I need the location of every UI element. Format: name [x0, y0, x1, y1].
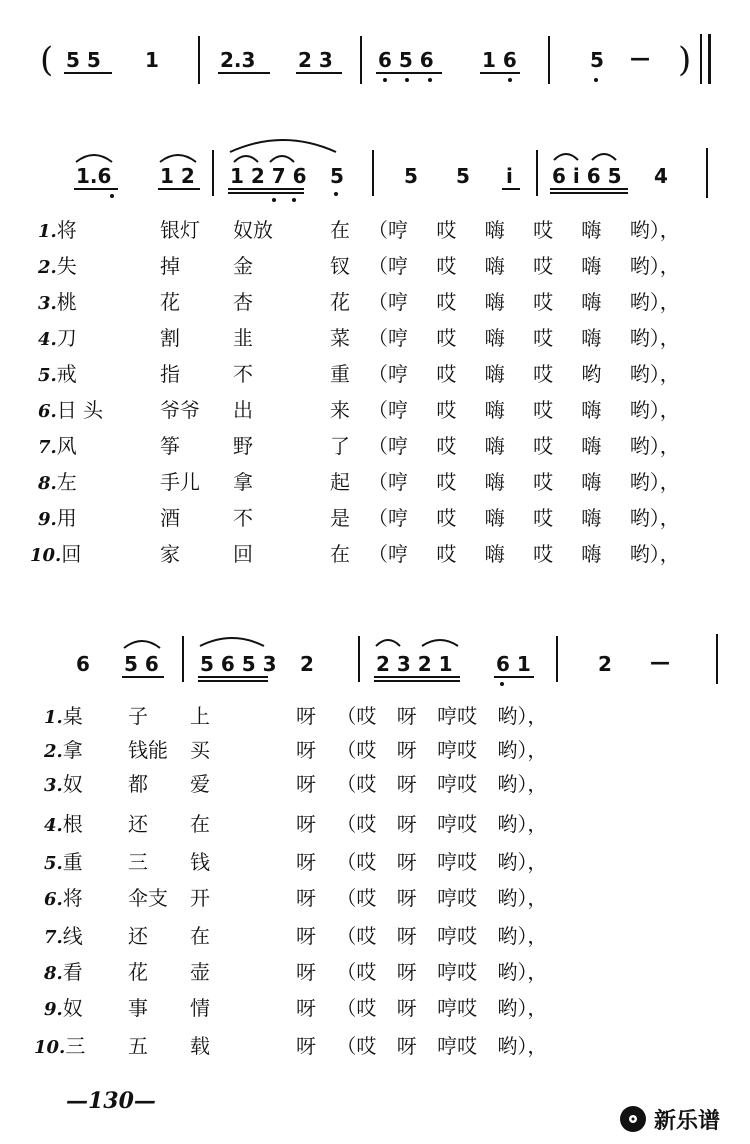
verse-word: 重 — [330, 362, 350, 386]
verse-word: 子 — [128, 704, 148, 728]
note: 6 — [76, 652, 90, 676]
page-number: —130— — [66, 1088, 156, 1114]
verse-row: 4.根 — [44, 812, 83, 836]
underline — [198, 676, 268, 678]
verse-word: 事 — [128, 996, 148, 1020]
low-dot — [292, 198, 296, 202]
verse-row: 3.桃 — [38, 290, 77, 314]
underline — [374, 680, 460, 682]
underline — [296, 72, 342, 74]
underline — [494, 676, 534, 678]
slur — [122, 636, 162, 650]
refrain: （哼 哎 嗨 哎 嗨 哟）， — [368, 398, 680, 422]
verse-word: 起 — [330, 470, 350, 494]
note: 5 — [404, 164, 418, 188]
low-dot — [334, 192, 338, 196]
verse-word: 情 — [190, 996, 210, 1020]
dash: — — [650, 650, 670, 674]
verse-word: 在 — [330, 218, 350, 242]
barline — [556, 636, 558, 682]
paren-close: ) — [678, 40, 692, 80]
verse-row: 2.拿 — [44, 738, 83, 762]
refrain: 呀 （哎 呀 哼哎 哟）， — [296, 812, 548, 836]
verse-word: 筝 — [160, 434, 180, 458]
low-dot — [405, 78, 409, 82]
verse-word: 还 — [128, 924, 148, 948]
note: 2 — [300, 652, 314, 676]
verse-word: 了 — [330, 434, 350, 458]
underline — [158, 188, 200, 190]
note-group: 6 5 6 — [378, 48, 434, 72]
barline — [198, 36, 200, 84]
verse-word: 杏 — [233, 290, 253, 314]
verse-word: 花 — [330, 290, 350, 314]
verse-row: 1.将 — [38, 218, 77, 242]
note: 1 — [145, 48, 159, 72]
verse-word: 还 — [128, 812, 148, 836]
verse-word: 手儿 — [160, 470, 200, 494]
refrain: 呀 （哎 呀 哼哎 哟）， — [296, 924, 548, 948]
verse-word: 钱能 — [128, 738, 168, 762]
refrain: 呀 （哎 呀 哼哎 哟）， — [296, 996, 548, 1020]
underline — [122, 676, 164, 678]
slur — [590, 150, 618, 162]
verse-row: 6.日 头 — [38, 398, 104, 422]
refrain: 呀 （哎 呀 哼哎 哟）， — [296, 738, 548, 762]
verse-word: 伞支 — [128, 886, 168, 910]
note: 5 — [590, 48, 604, 72]
verse-row: 10.回 — [30, 542, 82, 566]
verse-row: 9.用 — [38, 506, 77, 530]
note-group: 1 2 7 6 — [230, 164, 307, 188]
barline — [212, 150, 214, 196]
underline — [550, 188, 628, 190]
slur — [552, 150, 580, 162]
note-group: 5 6 — [124, 652, 159, 676]
note-group: 6 1 — [496, 652, 531, 676]
underline — [228, 192, 304, 194]
music-disc-icon — [618, 1104, 648, 1134]
refrain: （哼 哎 嗨 哎 嗨 哟）， — [368, 506, 680, 530]
low-dot — [110, 194, 114, 198]
paren-open: ( — [40, 40, 54, 80]
verse-word: 壶 — [190, 960, 210, 984]
barline — [182, 636, 184, 682]
refrain: 呀 （哎 呀 哼哎 哟）， — [296, 886, 548, 910]
low-dot — [508, 78, 512, 82]
verse-word: 三 — [128, 850, 148, 874]
underline — [480, 72, 520, 74]
barline — [536, 150, 538, 196]
refrain: （哼 哎 嗨 哎 嗨 哟）， — [368, 470, 680, 494]
underline — [376, 72, 442, 74]
note: 5 — [456, 164, 470, 188]
verse-word: 掉 — [160, 254, 180, 278]
refrain: （哼 哎 嗨 哎 嗨 哟）， — [368, 326, 680, 350]
refrain: 呀 （哎 呀 哼哎 哟）， — [296, 960, 548, 984]
verse-word: 家 — [160, 542, 180, 566]
refrain: （哼 哎 嗨 哎 嗨 哟）， — [368, 290, 680, 314]
slur — [268, 152, 296, 164]
verse-row: 4.刀 — [38, 326, 77, 350]
low-dot — [428, 78, 432, 82]
verse-word: 五 — [128, 1034, 148, 1058]
low-dot — [594, 78, 598, 82]
verse-word: 花 — [160, 290, 180, 314]
slur — [198, 634, 266, 648]
verse-word: 在 — [190, 812, 210, 836]
refrain: （哼 哎 嗨 哎 嗨 哟）， — [368, 218, 680, 242]
slur — [232, 152, 260, 164]
note-group: 5 6 5 3 — [200, 652, 277, 676]
low-dot — [500, 682, 504, 686]
barline — [372, 150, 374, 196]
note-group: 5 5 — [66, 48, 101, 72]
refrain: （哼 哎 嗨 哎 嗨 哟）， — [368, 254, 680, 278]
slur — [374, 636, 402, 648]
verse-row: 7.风 — [38, 434, 77, 458]
note-group: 1.6 — [76, 164, 112, 188]
verse-word: 韭 — [233, 326, 253, 350]
verse-row: 5.重 — [44, 850, 83, 874]
slur — [74, 150, 114, 164]
verse-row: 5.戒 — [38, 362, 77, 386]
note-group: 1 2 — [160, 164, 195, 188]
note: 4 — [654, 164, 668, 188]
verse-row: 10.三 — [34, 1034, 86, 1058]
verse-word: 买 — [190, 738, 210, 762]
verse-word: 开 — [190, 886, 210, 910]
verse-word: 爱 — [190, 772, 210, 796]
refrain: （哼 哎 嗨 哎 哟 哟）， — [368, 362, 680, 386]
barline — [360, 36, 362, 84]
refrain: 呀 （哎 呀 哼哎 哟）， — [296, 850, 548, 874]
barline — [706, 148, 708, 198]
verse-row: 7.线 — [44, 924, 83, 948]
underline — [502, 188, 520, 190]
dash: — — [630, 46, 650, 70]
refrain: 呀 （哎 呀 哼哎 哟）， — [296, 772, 548, 796]
verse-word: 出 — [233, 398, 253, 422]
verse-word: 野 — [233, 434, 253, 458]
verse-word: 钗 — [330, 254, 350, 278]
verse-row: 8.左 — [38, 470, 77, 494]
verse-word: 都 — [128, 772, 148, 796]
watermark — [614, 1098, 744, 1138]
verse-word: 上 — [190, 704, 210, 728]
verse-row: 9.奴 — [44, 996, 83, 1020]
watermark-text: 新乐谱 — [654, 1109, 721, 1134]
note-group: 2 3 2 1 — [376, 652, 453, 676]
verse-word: 菜 — [330, 326, 350, 350]
barline — [708, 34, 711, 84]
verse-word: 来 — [330, 398, 350, 422]
verse-row: 8.看 — [44, 960, 83, 984]
slur — [420, 636, 460, 648]
note-group: 6 i 6 5 — [552, 164, 622, 188]
refrain: 呀 （哎 呀 哼哎 哟）， — [296, 1034, 548, 1058]
verse-word: 银灯 — [160, 218, 200, 242]
verse-row: 6.将 — [44, 886, 83, 910]
underline — [228, 188, 304, 190]
verse-word: 金 — [233, 254, 253, 278]
barline — [548, 36, 550, 84]
refrain: （哼 哎 嗨 哎 嗨 哟）， — [368, 434, 680, 458]
underline — [74, 188, 118, 190]
verse-word: 回 — [233, 542, 253, 566]
note: i — [506, 164, 513, 188]
verse-word: 奴放 — [233, 218, 273, 242]
underline — [64, 72, 112, 74]
verse-row: 1.桌 — [44, 704, 83, 728]
low-dot — [272, 198, 276, 202]
barline — [700, 34, 702, 84]
slur — [158, 150, 198, 164]
underline — [198, 680, 268, 682]
verse-word: 指 — [160, 362, 180, 386]
verse-word: 在 — [190, 924, 210, 948]
verse-word: 爷爷 — [160, 398, 200, 422]
verse-word: 花 — [128, 960, 148, 984]
verse-word: 不 — [233, 362, 253, 386]
refrain: （哼 哎 嗨 哎 嗨 哟）， — [368, 542, 680, 566]
verse-word: 拿 — [233, 470, 253, 494]
note: 2 — [598, 652, 612, 676]
barline — [716, 634, 718, 684]
verse-word: 酒 — [160, 506, 180, 530]
refrain: 呀 （哎 呀 哼哎 哟）， — [296, 704, 548, 728]
verse-row: 3.奴 — [44, 772, 83, 796]
underline — [374, 676, 460, 678]
underline — [550, 192, 628, 194]
barline — [358, 636, 360, 682]
verse-word: 钱 — [190, 850, 210, 874]
verse-row: 2.失 — [38, 254, 77, 278]
note-group: 1 6 — [482, 48, 517, 72]
verse-word: 在 — [330, 542, 350, 566]
underline — [218, 72, 270, 74]
verse-word: 是 — [330, 506, 350, 530]
verse-word: 割 — [160, 326, 180, 350]
note: 5 — [330, 164, 344, 188]
note-group: 2.3 — [220, 48, 256, 72]
verse-word: 不 — [233, 506, 253, 530]
low-dot — [383, 78, 387, 82]
verse-word: 载 — [190, 1034, 210, 1058]
note-group: 2 3 — [298, 48, 333, 72]
